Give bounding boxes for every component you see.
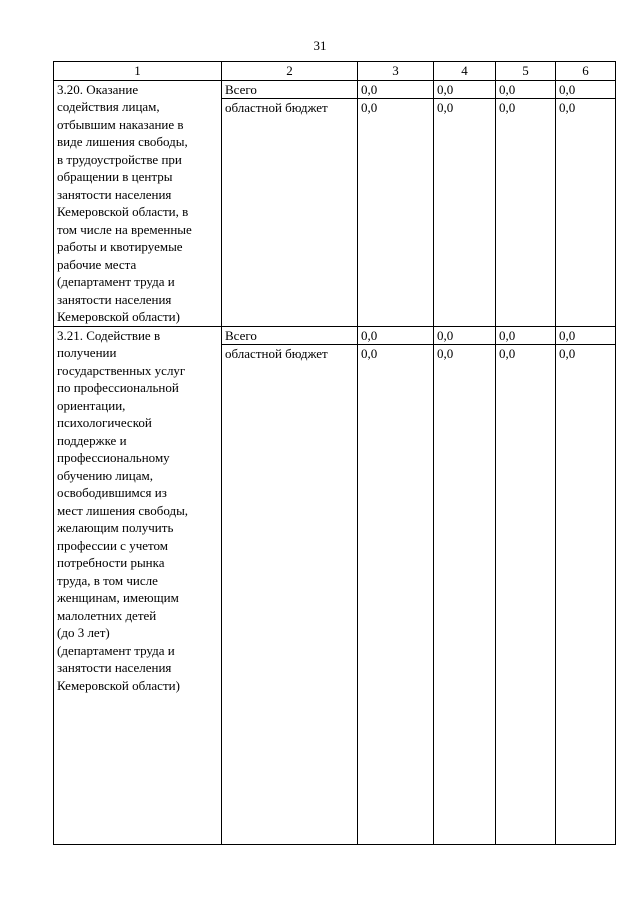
header-col-2: 2	[222, 62, 358, 81]
table-row	[54, 326, 616, 345]
value-cell: 0,0	[434, 345, 496, 845]
value-cell: 0,0	[556, 345, 616, 845]
value-cell: 0,0	[556, 326, 616, 345]
value-cell: 0,0	[358, 80, 434, 99]
value-cell: 0,0	[358, 326, 434, 345]
value-cell: 0,0	[496, 326, 556, 345]
header-col-5: 5	[496, 62, 556, 81]
value-cell: 0,0	[434, 99, 496, 326]
row-description-3-20: 3.20. Оказание содействия лицам, отбывшим наказание в виде лишения свободы, в трудоустройстве при обращении в центры занятости населения Кемеровской области, в том числе на временные работы и квотируемые рабочие места (департамент труда и занятости населения Кемеровской области)	[54, 80, 222, 326]
funding-table	[53, 61, 616, 845]
header-row	[54, 62, 616, 81]
row-description-3-21: 3.21. Содействие в получении государственных услуг по профессиональной ориентации, психологической поддержке и профессиональному обучению лицам, освободившимся из мест лишения свободы, желающим получить профессии с учетом потребности рынка труда, в том числе женщинам, имеющим малолетних детей (до 3 лет) (департамент труда и занятости населения Кемеровской области)	[54, 326, 222, 845]
header-col-1: 1	[54, 62, 222, 81]
header-col-3: 3	[358, 62, 434, 81]
value-cell: 0,0	[358, 345, 434, 845]
value-cell: 0,0	[556, 80, 616, 99]
page-number: 31	[313, 38, 327, 53]
table-row	[54, 80, 616, 99]
funding-source-label: Всего	[222, 80, 358, 99]
funding-source-label: областной бюджет	[222, 345, 358, 845]
value-cell: 0,0	[496, 80, 556, 99]
header-col-6: 6	[556, 62, 616, 81]
value-cell: 0,0	[358, 99, 434, 326]
funding-source-label: Всего	[222, 326, 358, 345]
funding-source-label: областной бюджет	[222, 99, 358, 326]
header-col-4: 4	[434, 62, 496, 81]
value-cell: 0,0	[556, 99, 616, 326]
value-cell: 0,0	[496, 345, 556, 845]
value-cell: 0,0	[496, 99, 556, 326]
value-cell: 0,0	[434, 80, 496, 99]
value-cell: 0,0	[434, 326, 496, 345]
